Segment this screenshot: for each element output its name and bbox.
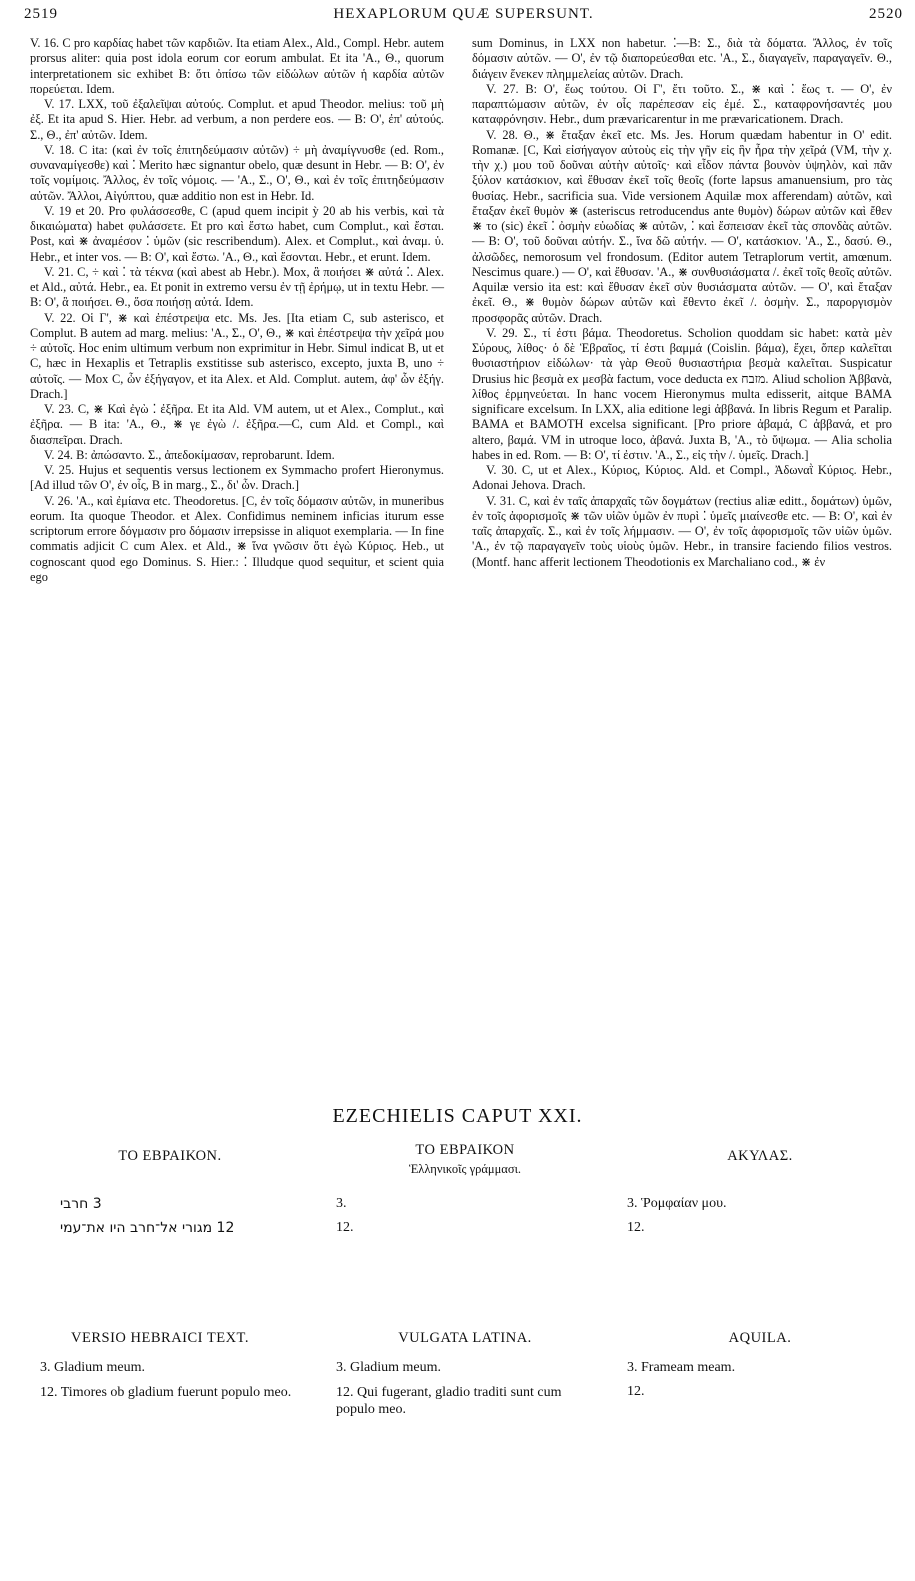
note-v26-cont: sum Dominus, in LXX non habetur. ⁚—B: Σ., διὰ τὰ δόματα. Ἄλλος, ἐν τοῖς δόμασιν αὐτῶν. — Ο', ἐν τῷ διαπορεύεσθαι etc. 'Α., Σ., διαγαγεῖν, παραγαγεῖν. Θ., διάγειν ἕνεκεν πλημμελείας αὐτῶν. Drach. [472, 36, 892, 81]
aquila-row-3: 3. Ῥομφαίαν μου. [627, 1196, 727, 1211]
note-v31: V. 31. C, καὶ ἐν ταῖς ἀπαρχαῖς τῶν δογμάτων (rectius aliæ editt., δομάτων) ὑμῶν, ἐν τοῖς ἀφορισμοῖς ⋇ τῶν υἱῶν ὑμῶν ἐν πυρὶ ⁚ ὑμεῖς μιαίνεσθε etc. — B: Ο', καὶ ἐν ταῖς ἀπαρχαῖς. Σ., καὶ ἐν τοῖς λήμμασιν. — Ο', ἐν τοῖς ἀφορισμοῖς τῶν υἱῶν ὑμῶν. 'Α., ἐν τῷ παραγαγεῖν τοὺς υἱοὺς ὑμῶν. Hebr., in transire faciendo filios vestros. (Montf. hanc afferit lectionem Theodotionis ex Marchaliano cod., ⋇ ἐν [472, 493, 892, 569]
vulgata-row-12: 12. Qui fugerant, gladio traditi sunt cum populo meo. [336, 1385, 562, 1417]
greek-row-3: 3. [336, 1196, 347, 1211]
page-number-right: 2520 [869, 6, 903, 22]
note-v16: V. 16. C pro καρδίας habet τῶν καρδιῶν. Ita etiam Alex., Ald., Compl. Hebr. autem prorsus aliter: quia post idola eorum cor eorum ambulat. Et ita 'Α., Θ., quorum interpretationem sic exhibet B: ὅτι ὀπίσω τῶν εἰδώλων αὐτῶν ἡ καρδία αὐτῶν πορεύεται. Idem. [30, 36, 444, 96]
note-v23: V. 23. C, ⋇ Καὶ ἐγὼ ⁚ ἐξῆρα. Et ita Ald. VM autem, ut et Alex., Complut., καὶ ἐξῆρα. — B ita: 'Α., Θ., ⋇ γε ἐγὼ /. ἐξῆρα.—C, cum Ald. et Compl., καὶ διασπεῖραι. Drach. [30, 402, 444, 447]
chapter-heading: EZECHIELIS CAPUT XXI. [332, 1105, 583, 1127]
table1-header-aquila: ΑΚΥΛΑΣ. [727, 1148, 793, 1164]
table2-header-aquila: AQUILA. [728, 1330, 792, 1346]
left-column [30, 36, 444, 585]
right-column [472, 36, 892, 570]
page-header [24, 6, 903, 28]
table1-header-hebrew-greek: ΤΟ ΕΒΡΑΙΚΟΝ [415, 1142, 515, 1158]
note-v22: V. 22. Οἱ Γ', ⋇ καὶ ἐπέστρεψα etc. Ms. Jes. [Ita etiam C, sub asterisco, et Complut. B autem ad marg. melius: 'Α., Σ., Ο', Θ., ⋇ καὶ ἐπέστρεψα τὴν χεῖρά μου ÷ αὐτοῖς. Hoc enim ultimum verbum non exprimitur in Hebr. Simul indicat B, ut et C, hæc in Hexaplis et Tetraplis exstitisse sub asterisco, excepto, juxta B, uno ÷ αὐτοῖς. — Mox C, ὧν ἐξήγαγον, et ita Alex. et Ald. Complut. autem, ἀφ' ὧν ἐξήγ. Drach.] [30, 310, 444, 401]
note-v17: V. 17. LXX, τοῦ ἐξαλεῖψαι αὐτούς. Complut. et apud Theodor. melius: τοῦ μὴ ἐξ. Et ita apud S. Hier. Hebr. ad verbum, a non perdere eos. — B: Ο', ἐπ' αὐτούς. Σ., Θ., ἐπ' αὐτῶν. Idem. [30, 97, 444, 142]
note-v28: V. 28. Θ., ⋇ ἔταξαν ἐκεῖ etc. Ms. Jes. Horum quædam habentur in Ο' edit. Romanæ. [C, Καὶ εἰσήγαγον αὐτοὺς εἰς τὴν γῆν εἰς ἣν ἦρα τὴν χεῖρά (VM, τὴν χ. τὴν χ.) μου τοῦ δοῦναι αὐτὴν αὐτοῖς· καὶ εἶδον πάντα βουνὸν ὑψηλὸν, καὶ πᾶν ξύλον κατάσκιον, καὶ ἔθυσαν ἐκεῖ τοῖς θεοῖς (forte lapsus amanuensium, pro τὰς θυσίας. Hebr., sacrificia sua. Vide versionem Aquilæ mox afferendam) αὐτῶν, καὶ ἔταξαν ἐκεῖ θυμὸν ⋇ (asteriscus retroducendus ante θυμὸν) δώρων αὐτῶν καὶ ἔθεν ⋇ το (sic) ἐκεῖ ⁚ ὀσμὴν εὐωδίας ⋇ αὐτῶν, ⁚ καὶ ἔσπεισαν ἐκεῖ τὰς σπονδὰς αὐτῶν. — B: Ο', τοῦ δοῦναι αὐτήν. Σ., ἵνα δῶ αὐτήν. — Ο', κατάσκιον. 'Α., Σ., δασύ. Θ., ἀλσῶδες, nemorosum vel frondosum. (Editor autem Tetraplorum vertit, amœnum. Nescimus quare.) — Ο', καὶ ἔθυσαν. 'Α., ⋇ συνθυσιάσματα /. ἐκεῖ τοῖς θεοῖς αὐτῶν. Aquilæ versio ita est: καὶ ἔθυσαν ἐκεῖ σὺν θυσιάσματα αὐτῶν. — Ο', καὶ ἔταξαν ἐκεῖ. Θ., ⋇ θυμὸν δώρων αὐτῶν καὶ ἔθεντο ἐκεῖ /. ὀσμὴν. Σ., παροργισμὸν προσφορᾶς αὐτῶν. Drach. [472, 127, 892, 325]
greek-row-12: 12. [336, 1220, 354, 1235]
note-v24: V. 24. B: ἀπώσαντο. Σ., ἀπεδοκίμασαν, reprobarunt. Idem. [44, 447, 335, 462]
hebrew-text-row-12: 12 מגורי אל־חרב היו את־עמי [60, 1220, 235, 1236]
vulgata-row-3: 3. Gladium meum. [336, 1360, 441, 1375]
note-v26: V. 26. 'Α., καὶ ἐμίανα etc. Theodoretus. [C, ἐν τοῖς δόμασιν αὐτῶν, in muneribus eorum. Ita quoque Theodor. et Alex. Confidimus neminem inficias iturum esse scriptorum errore δόγμασιν pro δόμασιν irrepsisse in aliquot exemplaria. — In fine commatis adjicit C cum Alex. et Ald., ⋇ ἵνα γνῶσιν ὅτι ἐγὼ Κύριος. Heb., ut cognoscant quod ego Dominus. S. Hier.: ⁚ Illudque quod sequitur, et scient quia ego [30, 493, 444, 584]
running-title: HEXAPLORUM QUÆ SUPERSUNT. [333, 6, 594, 22]
table1-subheader: Ἑλληνικοῖς γράμμασι. [408, 1162, 522, 1176]
note-v21: V. 21. C, ÷ καὶ ⁚ τὰ τέκνα (καὶ abest ab Hebr.). Mox, ἃ ποιήσει ⋇ αὐτά ⁚. Alex. et Ald., αὐτά. Hebr., ea. Et ponit in extremo versu ἐν τῇ ἐρήμῳ, ut in textu Hebr. — B: Ο', ἃ ποιήσει. Θ., ὅσα ποιήσῃ αὐτά. Idem. [30, 264, 444, 310]
hebrew-text-row-3: 3 חרבי [60, 1196, 102, 1212]
table1-header-hebrew: ΤΟ ΕΒΡΑΙΚΟΝ. [118, 1148, 222, 1164]
aquila-latin-row-12: 12. [627, 1384, 645, 1399]
note-v19-20: V. 19 et 20. Pro φυλάσσεσθε, C (apud quem incipit ỳ 20 ab his verbis, καὶ τὰ δικαιώματα) habet φυλάσσετε. Et pro καὶ ἔστω habet, cum Complut., καὶ ἔσται. Post, καὶ ⋇ ἀναμέσον ⁚ ὑμῶν (sic rescribendum). Alex. et Complut., καὶ ἀναμ. ὑ. Hebr., et inter vos. — B: Ο', καὶ ἔστω. 'Α., Θ., καὶ ἔσονται. Hebr., et erunt. Idem. [30, 203, 444, 264]
note-v18: V. 18. C ita: (καὶ ἐν τοῖς ἐπιτηδεύμασιν αὐτῶν) ÷ μὴ ἀναμίγνυσθε (ed. Rom., συναναμίγεσθε) καὶ ⁚ Merito hæc signantur obelo, quæ desunt in Hebr. — B: Ο', ἐν τοῖς νομίμοις. Ἄλλος, ἐν τοῖς νόμοις. — 'Α., Σ., Ο', Θ., καὶ ἐν τοῖς ἐπιτηδεύμασιν αὐτῶν. Ἄλλοι, Αἰγύπτου, quæ additio non est in Hebr. Id. [30, 142, 444, 203]
page-number-left: 2519 [24, 6, 58, 22]
table2-header-versio: VERSIO HEBRAICI TEXT. [71, 1330, 249, 1346]
aquila-latin-row-3: 3. Frameam meam. [627, 1360, 736, 1375]
versio-row-12: 12. Timores ob gladium fuerunt populo meo. [40, 1385, 292, 1400]
note-v30: V. 30. C, ut et Alex., Κύριος, Κύριος. Ald. et Compl., Ἀδωναῒ Κύριος. Hebr., Adonai Jehova. Drach. [472, 463, 892, 493]
note-v29: V. 29. Σ., τί ἐστι βάμα. Theodoretus. Scholion quoddam sic habet: κατὰ μὲν Σύρους, λίθος· ὁ δὲ Ἑβραῖος, τί ἐστι βαμμά (Coislin. βάμα), ἔχει, ὅπερ καλεῖται θυσιαστήριον εἰδώλων· τὰ γὰρ Θεοῦ θυσιαστήρια βεσμὰ καλεῖται. Suspicatur Drusius hic βεσμὰ ex μεσβὰ factum, voce deducta ex מזבח. Aliud scholion Ἀββανὰ, λίθος ἑρμηνεύεται. In hanc vocem Hieronymus multa edisserit, aitque BAMA significare excelsum. In LXX, alia editione legi ἀββανά. In libris Regum et Paralip. BAMA et BAMOTH excelsa significant. [Pro priore ἀβαμά, C ἀββανά, et pro altero, βαμά. VM in utroque loco, ἀβανά. Juxta B, 'Α., τὸ ὕψωμα. — Alia scholia habes in ed. Rom. — B: Ο', τί ἐστιν. 'Α., Σ., εἰς τὴν /. ὑμεῖς. Drach.] [472, 325, 892, 462]
aquila-row-12: 12. [627, 1220, 645, 1235]
note-v25: V. 25. Hujus et sequentis versus lectionem ex Symmacho profert Hieronymus. [Ad illud τῶν Ο', ἐν οἷς, B in marg., Σ., δι' ὧν. Drach.] [30, 463, 444, 493]
versio-row-3: 3. Gladium meum. [40, 1360, 145, 1375]
table2-header-vulgata: VULGATA LATINA. [398, 1330, 532, 1346]
note-v27: V. 27. B: Ο', ἕως τούτου. Οἱ Γ', ἔτι τοῦτο. Σ., ⋇ καὶ ⁚ ἕως τ. — Ο', ἐν παραπτώμασιν αὐτῶν, ἐν οἷς παρέπεσαν εἰς ἐμέ. Σ., καταφρονήσαντές μου καταφρόνησιν. Hebr., dum prævaricarentur in me prævaricationem. Drach. [472, 81, 892, 127]
